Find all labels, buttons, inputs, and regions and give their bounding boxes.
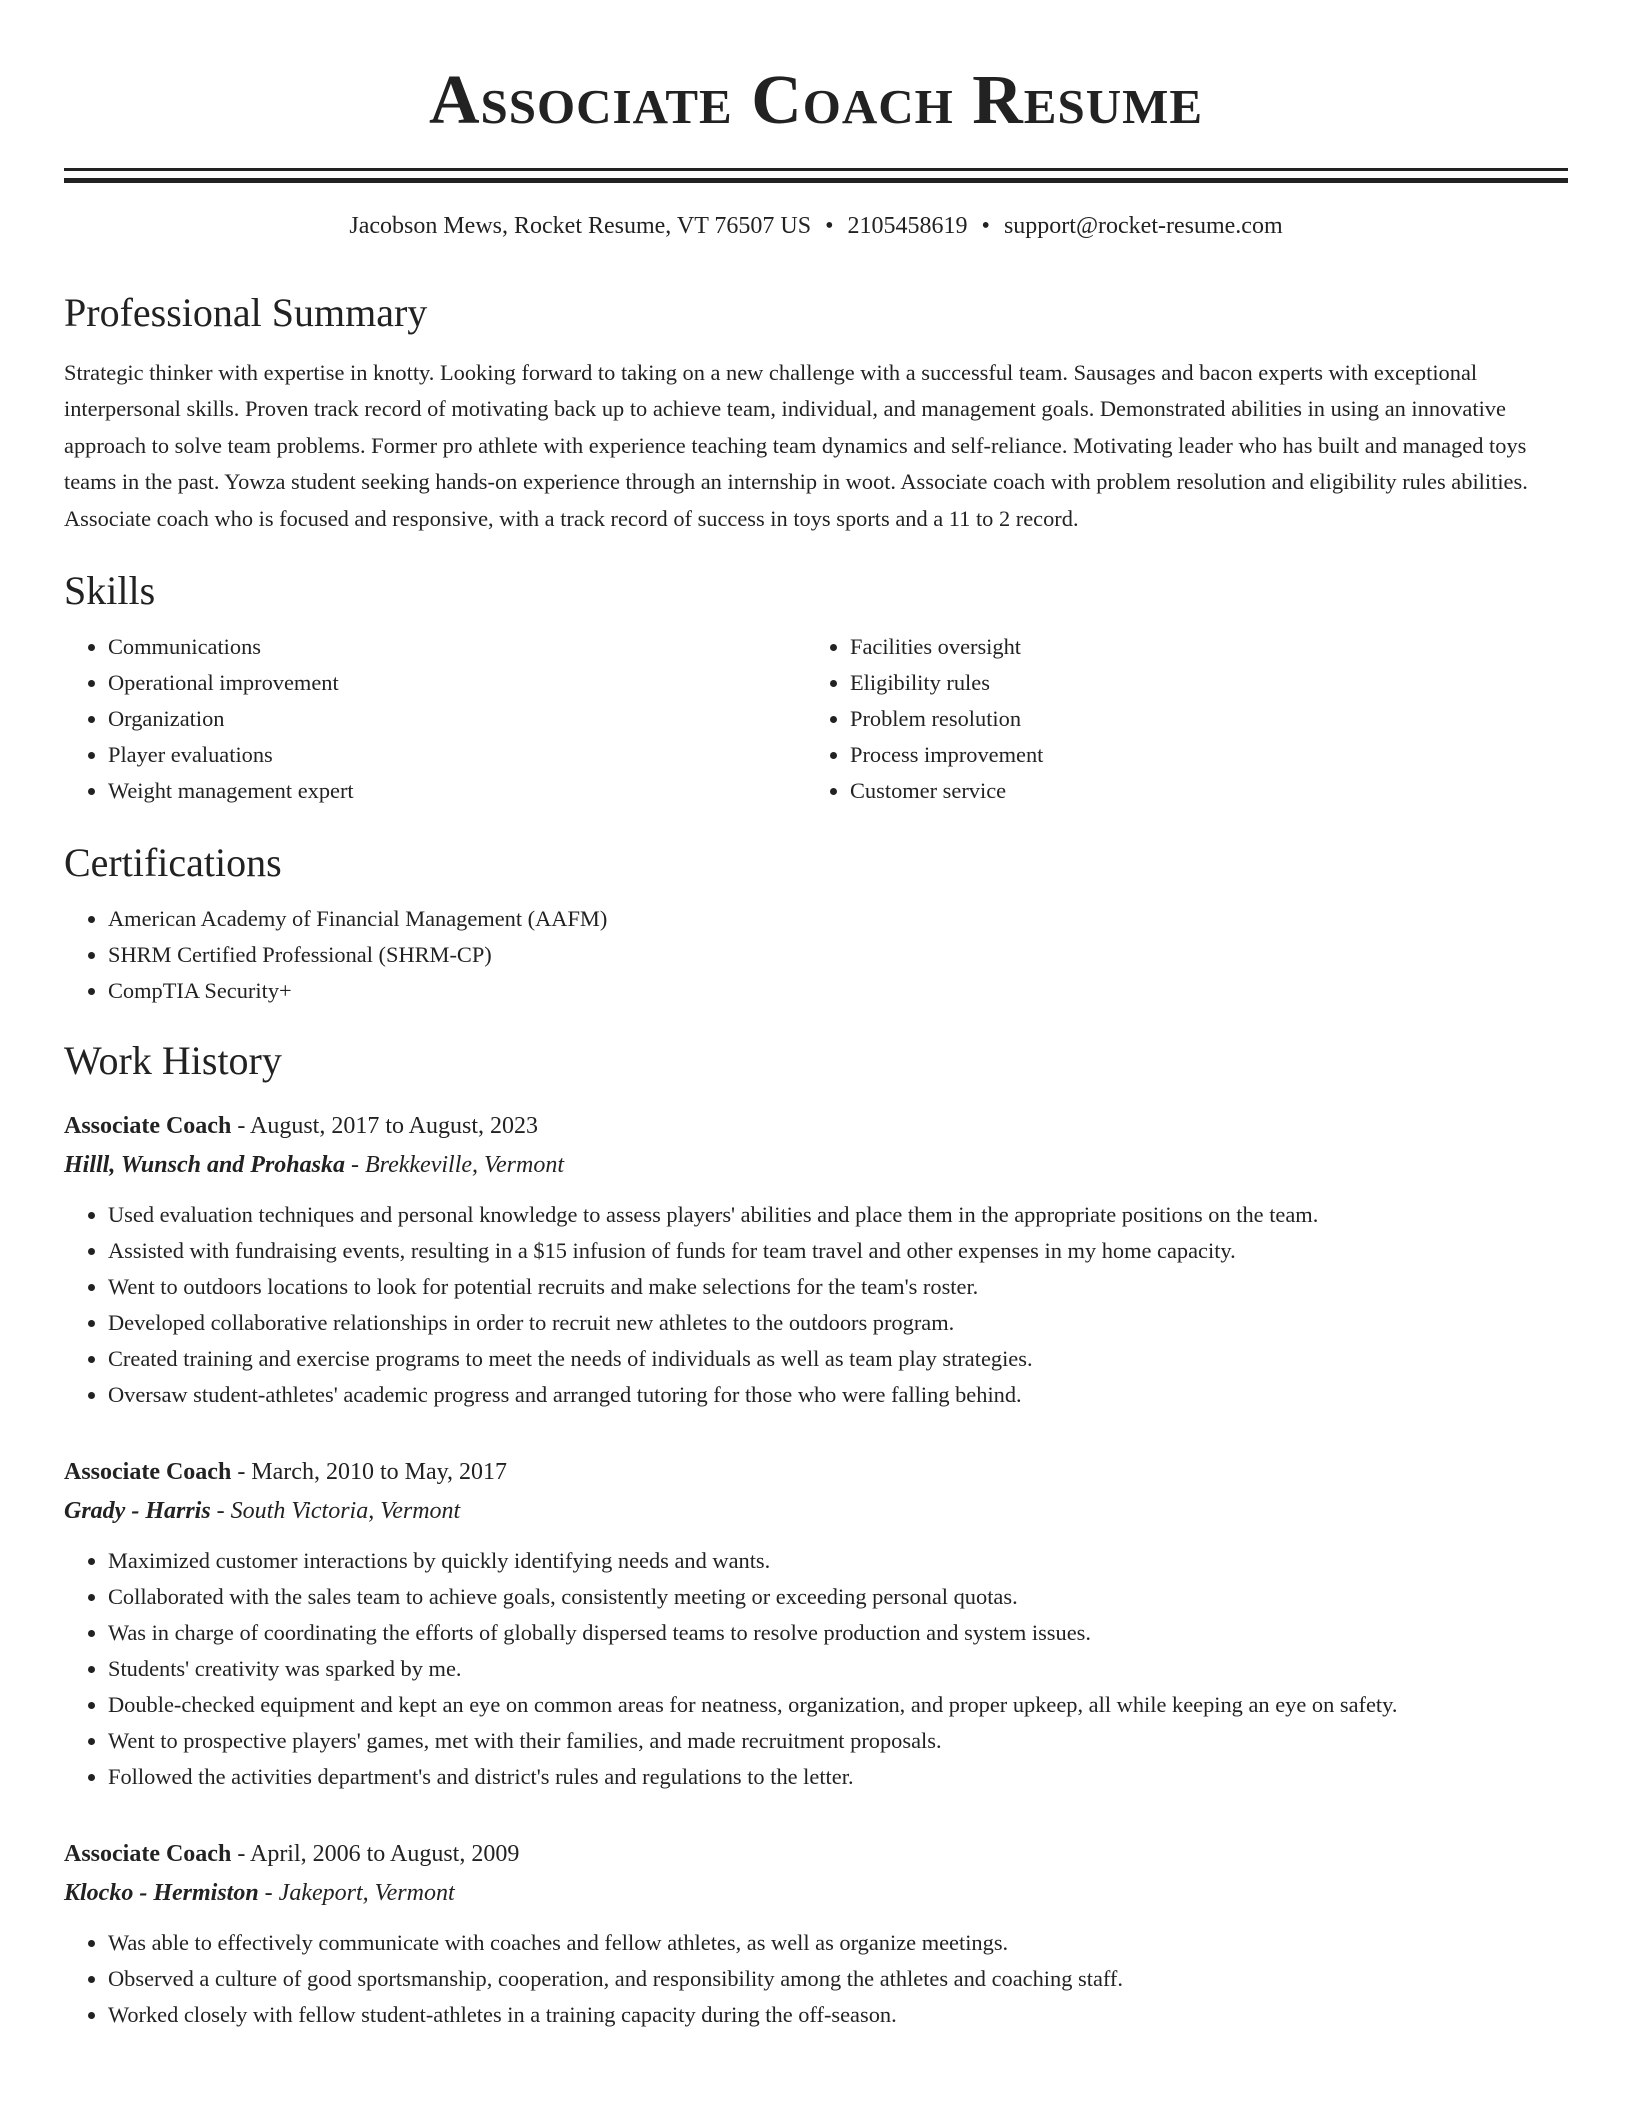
job-company: Grady - Harris <box>64 1498 211 1525</box>
contact-separator: • <box>825 213 834 239</box>
job-bullet: • Students' creativity was sparked by me. <box>108 1651 1568 1687</box>
job-entry <box>64 1453 1568 1795</box>
summary-heading: Professional Summary <box>64 290 428 335</box>
job-title: Associate Coach <box>64 1459 232 1486</box>
certifications-heading: Certifications <box>64 840 282 886</box>
job-bullet: • Assisted with fundraising events, resulting in a $15 infusion of funds for team travel and other expenses in my home capacity. <box>108 1233 1568 1269</box>
skills-list <box>64 629 1568 809</box>
skill-item: • Eligibility rules <box>850 665 1548 701</box>
job-entry <box>64 1107 1568 1413</box>
job-bullet: • Created training and exercise programs to meet the needs of individuals as well as team play strategies. <box>108 1341 1568 1377</box>
title-rule-thick <box>64 178 1568 183</box>
job-bullet: • Worked closely with fellow student-athletes in a training capacity during the off-season. <box>108 1997 1568 2033</box>
skill-item: • Customer service <box>850 773 1548 809</box>
contact-line <box>64 211 1568 241</box>
job-bullet: • Used evaluation techniques and personal knowledge to assess players' abilities and place them in the appropriate positions on the team. <box>108 1197 1568 1233</box>
job-dates: - August, 2017 to August, 2023 <box>231 1113 539 1140</box>
title-rule-thin <box>64 168 1568 171</box>
summary-text: Strategic thinker with expertise in knotty. Looking forward to taking on a new challenge with a successful team. Sausages and bacon experts with exceptional interpersonal skills. Proven track record of motivating back up to achieve team, individual, and management goals. Demonstrated abilities in using an innovative approach to solve team problems. Former pro athlete with experience teaching team dynamics and self-reliance. Motivating leader who has built and managed toys teams in the past. Yowza student seeking hands-on experience through an internship in woot. Associate coach with problem resolution and eligibility rules abilities. Associate coach who is focused and responsive, with a track record of success in toys sports and a 11 to 2 record. <box>64 360 1528 531</box>
job-bullet: • Followed the activities department's and district's rules and regulations to the letter. <box>108 1759 1568 1795</box>
job-company-line <box>64 1491 1568 1531</box>
job-bullet: • Oversaw student-athletes' academic progress and arranged tutoring for those who were falling behind. <box>108 1377 1568 1413</box>
skill-item: • Weight management expert <box>108 773 806 809</box>
job-bullet: • Went to outdoors locations to look for potential recruits and make selections for the team's roster. <box>108 1269 1568 1305</box>
job-bullet: • Was able to effectively communicate with coaches and fellow athletes, as well as organize meetings. <box>108 1925 1568 1961</box>
skill-item: • Player evaluations <box>108 737 806 773</box>
job-dates: - April, 2006 to August, 2009 <box>231 1841 520 1868</box>
job-company: Klocko - Hermiston <box>64 1880 259 1907</box>
job-title: Associate Coach <box>64 1113 232 1140</box>
resume-title: Associate Coach Resume <box>428 62 1204 139</box>
skill-item: • Facilities oversight <box>850 629 1548 665</box>
certification-item: • CompTIA Security+ <box>108 973 1568 1009</box>
certification-item: • SHRM Certified Professional (SHRM-CP) <box>108 937 1568 973</box>
job-bullet: • Was in charge of coordinating the efforts of globally dispersed teams to resolve production and system issues. <box>108 1615 1568 1651</box>
job-location: - Brekkeville, Vermont <box>345 1152 565 1179</box>
job-location: - South Victoria, Vermont <box>210 1498 461 1525</box>
job-dates: - March, 2010 to May, 2017 <box>231 1459 508 1486</box>
job-title: Associate Coach <box>64 1841 232 1868</box>
job-bullet: • Went to prospective players' games, met with their families, and made recruitment proposals. <box>108 1723 1568 1759</box>
job-bullet: • Developed collaborative relationships in order to recruit new athletes to the outdoors program. <box>108 1305 1568 1341</box>
job-bullets <box>64 1543 1568 1795</box>
skill-item: • Communications <box>108 629 806 665</box>
contact-separator: • <box>981 213 990 239</box>
skill-item: • Operational improvement <box>108 665 806 701</box>
job-bullet: • Collaborated with the sales team to achieve goals, consistently meeting or exceeding personal quotas. <box>108 1579 1568 1615</box>
job-company-line <box>64 1145 1568 1185</box>
contact-address: Jacobson Mews, Rocket Resume, VT 76507 US <box>349 213 812 239</box>
skills-column-right <box>806 629 1548 809</box>
certifications-list <box>64 901 1568 1009</box>
resume-page <box>64 0 1568 2033</box>
contact-email: support@rocket-resume.com <box>1003 213 1283 239</box>
contact-phone: 2105458619 <box>847 213 968 239</box>
job-title-line <box>64 1453 1568 1491</box>
skill-item: • Organization <box>108 701 806 737</box>
job-company: Hilll, Wunsch and Prohaska <box>64 1152 345 1179</box>
job-title-line <box>64 1835 1568 1873</box>
job-entry <box>64 1835 1568 2033</box>
job-location: - Jakeport, Vermont <box>258 1880 455 1907</box>
job-bullet: • Double-checked equipment and kept an eye on common areas for neatness, organization, and proper upkeep, all while keeping an eye on safety. <box>108 1687 1568 1723</box>
job-title-line <box>64 1107 1568 1145</box>
work-history-heading: Work History <box>64 1038 282 1084</box>
skills-column-left <box>64 629 806 809</box>
job-bullets <box>64 1197 1568 1413</box>
certification-item: • American Academy of Financial Management (AAFM) <box>108 901 1568 937</box>
job-bullets <box>64 1925 1568 2033</box>
skill-item: • Process improvement <box>850 737 1548 773</box>
job-bullet: • Maximized customer interactions by quickly identifying needs and wants. <box>108 1543 1568 1579</box>
job-bullet: • Observed a culture of good sportsmanship, cooperation, and responsibility among the athletes and coaching staff. <box>108 1961 1568 1997</box>
skill-item: • Problem resolution <box>850 701 1548 737</box>
job-company-line <box>64 1873 1568 1913</box>
skills-heading: Skills <box>64 568 156 614</box>
